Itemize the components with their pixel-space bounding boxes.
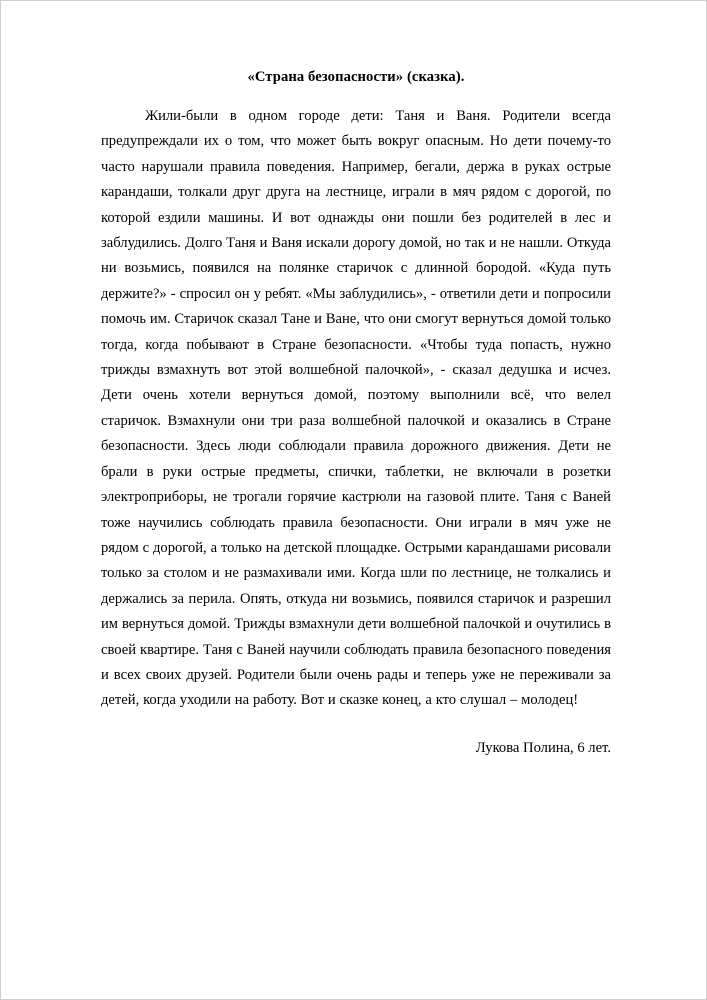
document-content	[101, 69, 611, 761]
page-sheet	[37, 35, 672, 967]
page-title: «Страна безопасности» (сказка).	[247, 69, 465, 85]
story-body-paragraph: Жили-были в одном городе дети: Таня и Ваня. Родители всегда предупреждали их о том, что может быть вокруг опасным. Но дети почему-то часто нарушали правила поведения. Например, бегали, держа в руках острые карандаши, толкали друг друга на лестнице, играли в мяч рядом с дорогой, по которой ездили машины. И вот однажды они пошли без родителей в лес и заблудились. Долго Таня и Ваня искали дорогу домой, но так и не нашли. Откуда ни возьмись, появился на полянке старичок с длинной бородой. «Куда путь держите?» - спросил он у ребят. «Мы заблудились», - ответили дети и попросили помочь им. Старичок сказал Тане и Ване, что они смогут вернуться домой только тогда, когда побывают в Стране безопасности. «Чтобы туда попасть, нужно трижды взмахнуть вот этой волшебной палочкой», - сказал дедушка и исчез. Дети очень хотели вернуться домой, поэтому выполнили всё, что велел старичок. Взмахнули они три раза волшебной палочкой и оказались в Стране безопасности. Здесь люди соблюдали правила дорожного движения. Дети не брали в руки острые предметы, спички, таблетки, не включали в розетки электроприборы, не трогали горячие кастрюли на газовой плите. Таня с Ваней тоже научились соблюдать правила безопасности. Они играли в мяч уже не рядом с дорогой, а только на детской площадке. Острыми карандашами рисовали только за столом и не размахивали ими. Когда шли по лестнице, не толкались и держались за перила. Опять, откуда ни возьмись, появился старичок и разрешил им вернуться домой. Трижды взмахнули дети волшебной палочкой и очутились в своей квартире. Таня с Ваней научили соблюдать правила безопасного поведения и всех своих друзей. Родители были очень рады и теперь уже не переживали за детей, когда уходили на работу. Вот и сказке конец, а кто слушал – молодец!	[101, 108, 611, 709]
author-signature: Лукова Полина, 6 лет.	[475, 739, 611, 756]
